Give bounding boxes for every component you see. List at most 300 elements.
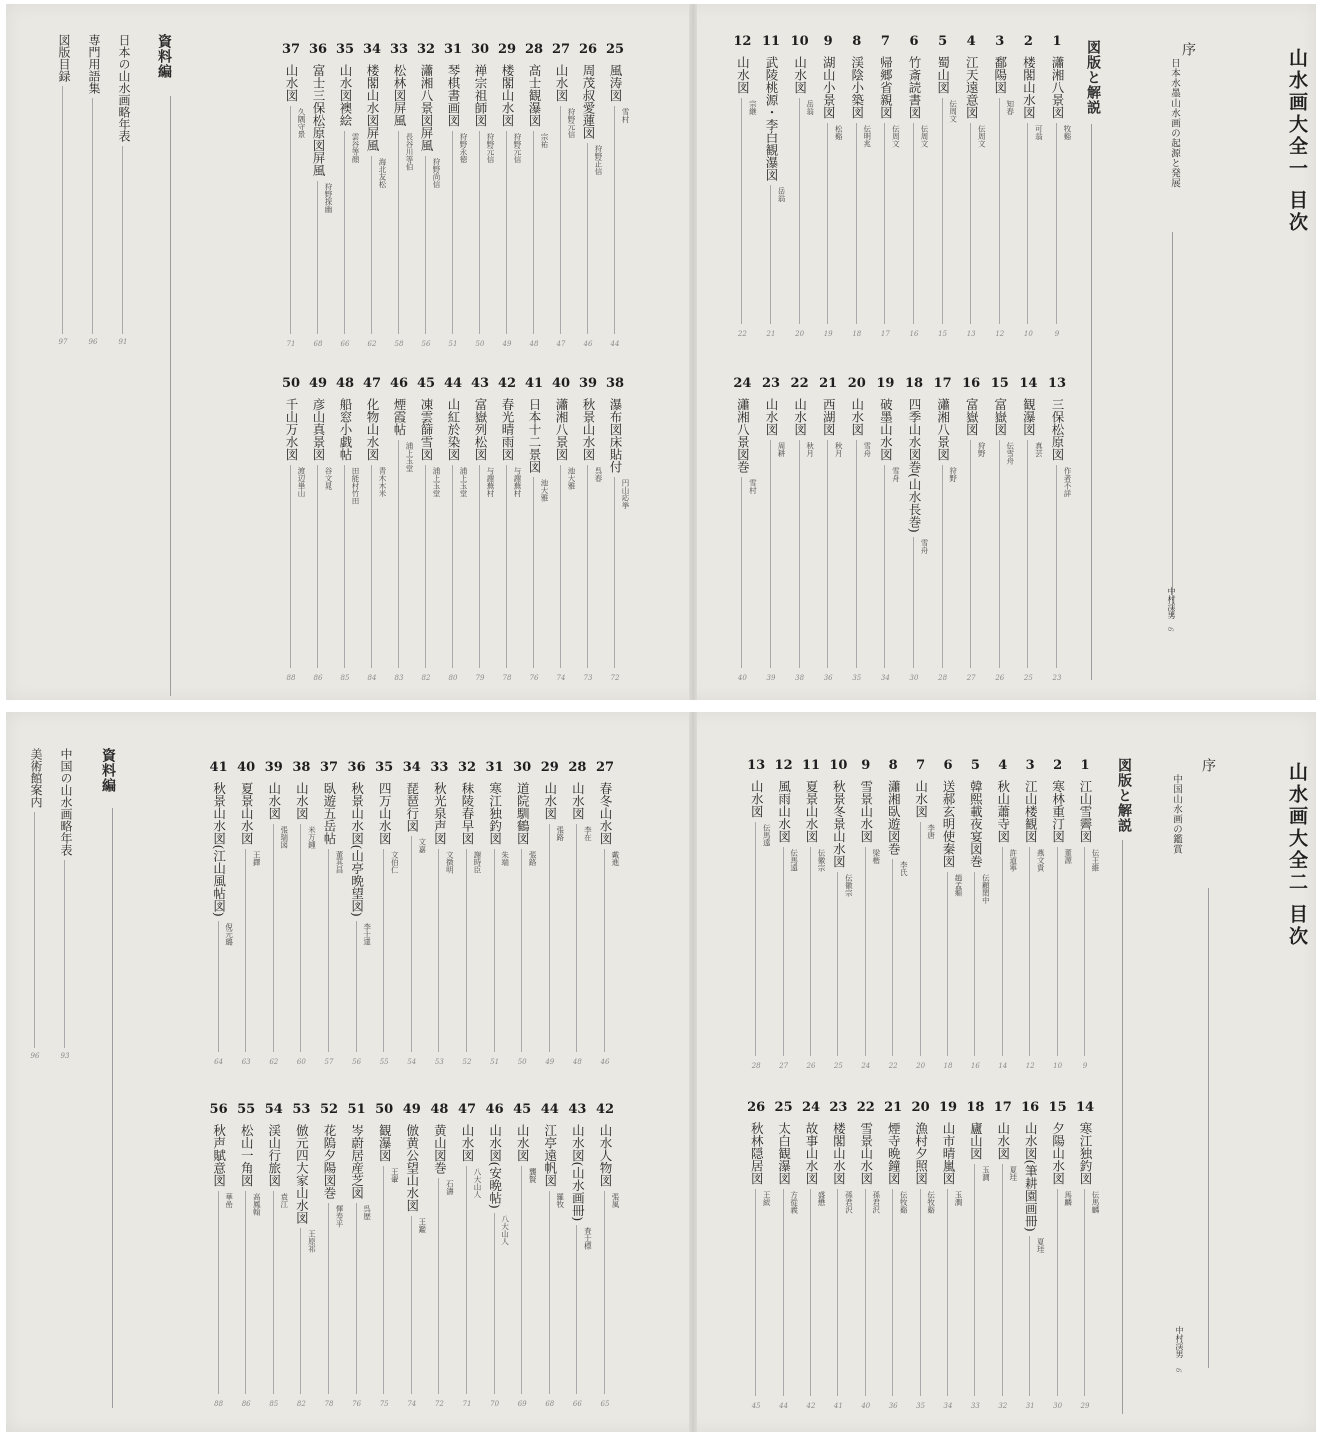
plate-entry-45 <box>509 1102 538 1414</box>
plate-page: 23 <box>1052 674 1062 682</box>
plate-entry-42 <box>494 376 520 688</box>
plate-page: 10 <box>1023 330 1033 338</box>
plate-entry-55 <box>233 1102 262 1414</box>
plate-entry-46 <box>482 1102 508 1414</box>
leader-line <box>947 1189 948 1397</box>
plate-number: 39 <box>264 760 283 775</box>
plate-page: 86 <box>241 1400 251 1408</box>
plate-number: 24 <box>801 1100 821 1115</box>
plate-number: 17 <box>993 1100 1012 1115</box>
plate-artist: 雪村 <box>748 479 758 494</box>
plate-entry-13 <box>743 758 772 1076</box>
plate-number: 29 <box>497 42 517 57</box>
plate-entry-27 <box>548 42 574 354</box>
plate-entry-26 <box>743 1100 772 1416</box>
plate-title: 秋光泉声図 <box>432 782 448 845</box>
leader-line <box>218 1191 219 1395</box>
plate-number: 46 <box>389 376 409 391</box>
plate-artist: 渡辺崋山 <box>297 466 306 497</box>
plate-entry-47 <box>359 376 385 688</box>
plate-number: 54 <box>264 1102 283 1117</box>
plate-number: 1 <box>1052 34 1062 49</box>
plate-page: 26 <box>995 674 1005 682</box>
plate-entry-1 <box>1044 34 1070 344</box>
plate-entry-45 <box>413 376 439 688</box>
plate-title: 秋景山水図(山亭晩望図) <box>349 782 365 917</box>
appendix-entry <box>54 748 76 1066</box>
plate-page: 58 <box>394 340 404 348</box>
plate-artist: 董其昌 <box>335 850 344 873</box>
appendix-entry <box>24 748 46 1066</box>
appendix-title: 日本の山水画略年表 <box>117 34 131 142</box>
plate-entry-18 <box>901 376 927 688</box>
plate-artist: 浦上玉堂 <box>405 441 414 472</box>
plate-page: 47 <box>556 340 566 348</box>
plate-artist: 王鐸 <box>252 850 262 866</box>
plate-title: 蜀山図 <box>935 56 951 94</box>
plate-artist: 馬麟 <box>1063 1190 1073 1206</box>
plate-entry-19 <box>872 376 901 688</box>
plate-title: 瀟湘八景図 <box>1050 56 1065 119</box>
plate-number: 48 <box>430 1102 449 1117</box>
leader-line <box>856 123 857 325</box>
plate-number: 37 <box>281 42 301 57</box>
plate-entry-30 <box>509 760 538 1072</box>
leader-line <box>273 824 274 1053</box>
leader-line <box>770 440 771 669</box>
plate-title: 山水図 <box>284 64 299 102</box>
plate-page: 51 <box>448 340 458 348</box>
leader-line <box>1122 840 1123 1414</box>
plate-number: 3 <box>1025 758 1035 773</box>
plate-artist: 雪舟 <box>891 466 901 482</box>
leader-line <box>452 131 453 335</box>
plate-number: 22 <box>856 1100 875 1115</box>
plate-page: 72 <box>610 674 620 682</box>
leader-line <box>865 1189 866 1397</box>
leader-line <box>560 465 561 669</box>
plate-page: 51 <box>490 1058 500 1066</box>
leader-line <box>1084 1189 1085 1397</box>
plate-title: 春冬山水図 <box>598 782 613 845</box>
leader-line <box>533 131 534 335</box>
plate-artist: 伝周文 <box>948 99 958 122</box>
plate-number: 31 <box>485 760 504 775</box>
plate-page: 20 <box>916 1062 926 1070</box>
plate-number: 2 <box>1053 758 1063 773</box>
plate-number: 23 <box>761 376 781 391</box>
plate-title: 瀟湘八景図 <box>935 398 951 461</box>
plate-number: 34 <box>402 760 421 775</box>
plate-number: 32 <box>457 760 477 775</box>
leader-line <box>466 1166 467 1395</box>
plate-title: 富嶽図 <box>964 398 980 436</box>
plate-number: 44 <box>540 1102 559 1117</box>
plate-page: 48 <box>572 1058 582 1066</box>
plate-entry-16 <box>958 376 987 688</box>
plate-number: 4 <box>998 758 1008 773</box>
plate-artist: 伝顧閎中 <box>981 873 991 904</box>
leader-line <box>290 465 291 669</box>
plate-page: 50 <box>475 340 485 348</box>
plate-artist: 円山応挙 <box>621 479 630 509</box>
plate-title: 楼閣山水図 <box>500 64 515 127</box>
plate-number: 24 <box>733 376 752 391</box>
plate-page: 85 <box>269 1400 279 1408</box>
plate-number: 28 <box>568 760 587 775</box>
plate-artist: 与謝蕪村 <box>513 466 522 497</box>
plate-artist: 雪舟 <box>920 538 929 554</box>
plate-title: 山水図 <box>764 398 779 436</box>
leader-line <box>438 849 439 1053</box>
leader-line <box>614 106 615 335</box>
plate-number: 39 <box>578 376 598 391</box>
plate-number: 18 <box>966 1100 985 1115</box>
plate-page: 62 <box>367 340 377 348</box>
plate-entry-33 <box>426 760 455 1072</box>
plate-page: 72 <box>434 1400 444 1408</box>
plate-page: 19 <box>823 330 833 338</box>
leader-line <box>371 156 372 335</box>
plate-artist: 華嵒 <box>224 1192 234 1208</box>
plate-title: 観瀑図 <box>377 1124 393 1162</box>
plate-artist: 夏珪 <box>1008 1165 1018 1181</box>
leader-line <box>398 131 399 335</box>
plate-page: 28 <box>938 674 948 682</box>
leader-line <box>479 465 480 669</box>
plate-entry-9 <box>853 758 879 1076</box>
plate-number: 29 <box>540 760 559 775</box>
plate-page: 64 <box>214 1058 224 1066</box>
plate-number: 51 <box>347 1102 366 1117</box>
plate-artist: 盛懋 <box>817 1190 826 1206</box>
leader-line <box>1057 847 1058 1057</box>
leader-line <box>344 465 345 669</box>
plate-entry-41 <box>521 376 547 688</box>
plate-page: 38 <box>795 674 805 682</box>
leader-line <box>452 465 453 669</box>
plate-artist: 孫君沢 <box>844 1190 854 1213</box>
plate-entry-10 <box>787 34 813 344</box>
plate-page: 79 <box>475 674 485 682</box>
plate-artist: 雲谷等顔 <box>351 132 360 163</box>
plate-number: 3 <box>995 34 1005 49</box>
plate-artist: 倪元璐 <box>224 922 234 946</box>
plate-title: 夏景山水図 <box>239 782 255 845</box>
plate-title: 武陵桃源・李白観瀑図 <box>764 56 779 181</box>
leader-line <box>1027 123 1028 325</box>
plate-page: 16 <box>909 330 919 338</box>
plate-artist: 惲寿平 <box>335 1205 344 1228</box>
volume-1-preface <box>1166 42 1200 642</box>
plate-page: 53 <box>434 1058 444 1066</box>
plate-page: 74 <box>556 674 566 682</box>
plate-artist: 趙孟頫 <box>954 873 963 896</box>
plate-title: 秋景冬景山水図 <box>831 780 847 868</box>
plate-title: 山水図 <box>849 398 865 436</box>
leader-line <box>614 477 615 668</box>
plate-entry-8 <box>880 758 909 1076</box>
plate-artist: 王原祁 <box>307 1230 317 1253</box>
appendix-title: 美術館案内 <box>29 748 43 808</box>
plate-artist: 狩野 <box>977 441 987 457</box>
leader-line <box>521 849 522 1053</box>
plate-artist: 燕文貴 <box>1036 848 1046 871</box>
plate-artist: 長谷川等伯 <box>405 132 414 170</box>
plate-title: 倣元四大家山水図 <box>294 1124 310 1224</box>
plate-entry-23 <box>758 376 784 688</box>
plate-title: 山市晴嵐図 <box>941 1122 956 1185</box>
plate-entry-14 <box>1015 376 1044 688</box>
plate-number: 18 <box>904 376 924 391</box>
plate-artist: 海北友松 <box>378 157 387 188</box>
plate-artist: 石濤 <box>445 1180 455 1195</box>
plate-artist: 袁江 <box>279 1192 289 1208</box>
plate-number: 33 <box>389 42 409 57</box>
leader-line <box>218 921 219 1052</box>
plate-title: 山水図(安晩帖) <box>487 1124 503 1209</box>
plate-artist: 呉歴 <box>362 1205 372 1220</box>
plate-number: 6 <box>909 34 919 49</box>
plate-page: 73 <box>583 674 593 682</box>
plate-number: 50 <box>375 1102 394 1117</box>
plate-title: 江天遠意図 <box>964 56 980 119</box>
leader-line <box>755 822 756 1057</box>
appendix-page: 91 <box>118 338 128 346</box>
plate-entry-44 <box>537 1102 563 1414</box>
leader-line <box>974 1164 975 1397</box>
plate-entry-2 <box>1015 34 1044 344</box>
plate-title: 秋林隠居図 <box>749 1122 765 1185</box>
plate-artist: 伝徽宗 <box>844 873 854 896</box>
plate-title: 寒江独釣図 <box>1078 1122 1093 1185</box>
plate-title: 彦山真景図 <box>311 398 326 461</box>
plate-artist: 伝周文 <box>920 124 929 147</box>
plate-artist: 高鳳翰 <box>252 1192 262 1215</box>
volume-1-section-appendix: 資料編 <box>156 34 172 79</box>
plate-number: 27 <box>595 760 615 775</box>
plate-entry-11 <box>758 34 784 344</box>
appendix-page: 93 <box>60 1052 70 1060</box>
plate-artist: 宗祐 <box>540 132 549 148</box>
plate-artist: 王鑑 <box>417 1217 427 1233</box>
plate-page: 46 <box>600 1058 610 1066</box>
leader-line <box>810 1189 811 1397</box>
plate-entry-39 <box>575 376 601 688</box>
plate-number: 46 <box>485 1102 504 1117</box>
leader-line <box>1056 123 1057 325</box>
plate-entry-26 <box>575 42 601 354</box>
plate-entry-25 <box>602 42 628 354</box>
plate-entry-53 <box>288 1102 317 1414</box>
leader-line <box>799 98 800 325</box>
plate-title: 倣黄公望山水図 <box>404 1124 420 1212</box>
plate-artist: 李在 <box>583 825 593 841</box>
plate-page: 74 <box>407 1400 417 1408</box>
plate-page: 56 <box>352 1058 362 1066</box>
leader-line <box>837 872 838 1057</box>
plate-page: 35 <box>916 1402 926 1410</box>
plate-entry-50 <box>278 376 304 688</box>
plate-entry-27 <box>592 760 618 1072</box>
plate-page: 49 <box>545 1058 555 1066</box>
leader-line <box>383 1166 384 1395</box>
plate-title: 江山楼観図 <box>1023 780 1039 843</box>
leader-line <box>741 98 742 325</box>
plate-page: 66 <box>572 1400 582 1408</box>
plate-artist: 浦上玉堂 <box>459 466 468 497</box>
plate-title: 瀑布図床貼付 <box>608 398 623 473</box>
plate-entry-4 <box>990 758 1016 1076</box>
plate-number: 26 <box>578 42 598 57</box>
leader-line <box>892 1189 893 1397</box>
leader-line <box>587 465 588 669</box>
plate-page: 14 <box>998 1062 1008 1070</box>
leader-line <box>884 465 885 669</box>
plate-artist: 文伯仁 <box>390 850 400 873</box>
leader-line <box>999 98 1000 325</box>
plate-entry-42 <box>592 1102 618 1414</box>
plate-number: 43 <box>470 376 490 391</box>
plate-page: 16 <box>970 1062 980 1070</box>
plate-page: 31 <box>1025 1402 1035 1410</box>
plate-title: 風涛図 <box>608 64 623 102</box>
plate-title: 破墨山水図 <box>878 398 894 461</box>
plate-artist: 池大雅 <box>567 466 576 489</box>
leader-line <box>328 1203 329 1394</box>
plate-number: 55 <box>237 1102 256 1117</box>
volume-1-title: 山水画大全一 目次 <box>1286 48 1308 234</box>
plate-number: 36 <box>347 760 366 775</box>
plate-entry-21 <box>815 376 844 688</box>
plate-artist: 与謝蕪村 <box>486 466 495 497</box>
plate-page: 40 <box>737 674 747 682</box>
plate-number: 14 <box>1019 376 1038 391</box>
leader-line <box>587 143 588 334</box>
plate-title: 西湖図 <box>821 398 837 436</box>
plate-title: 廬山図 <box>968 1122 984 1160</box>
plate-title: 春光晴雨図 <box>500 398 515 461</box>
plate-title: 山水図 <box>460 1124 475 1162</box>
plate-entry-11 <box>798 758 824 1076</box>
plate-entry-5 <box>962 758 991 1076</box>
plate-artist: 王翬 <box>390 1167 400 1183</box>
plate-title: 千山万水図 <box>284 398 299 461</box>
plate-page: 50 <box>517 1058 527 1066</box>
plate-number: 10 <box>790 34 809 49</box>
plate-page: 66 <box>340 340 350 348</box>
leader-line <box>1002 847 1003 1057</box>
plate-number: 5 <box>938 34 948 49</box>
plate-page: 22 <box>737 330 747 338</box>
plate-page: 18 <box>852 330 862 338</box>
leader-line <box>317 465 318 669</box>
leader-line <box>604 1191 605 1395</box>
plate-page: 36 <box>888 1402 898 1410</box>
plate-title: 観瀑図 <box>1021 398 1037 436</box>
leader-line <box>533 477 534 668</box>
plate-page: 86 <box>313 674 323 682</box>
plate-entry-5 <box>930 34 956 344</box>
plate-title: 雪景山水図 <box>858 780 874 843</box>
appendix-page: 97 <box>58 338 68 346</box>
plate-title: 黄山図巻 <box>432 1124 448 1174</box>
plate-artist: 狩野尚信 <box>432 157 441 188</box>
plate-number: 20 <box>911 1100 930 1115</box>
plate-page: 52 <box>462 1058 472 1066</box>
leader-line <box>438 1178 439 1394</box>
volume-2-section-plates: 図版と解説 <box>1116 758 1132 833</box>
plate-number: 17 <box>933 376 952 391</box>
plate-title: 高士観瀑図 <box>527 64 542 127</box>
plate-page: 9 <box>1054 330 1060 338</box>
plate-page: 56 <box>421 340 431 348</box>
leader-line <box>371 465 372 669</box>
leader-line <box>799 440 800 669</box>
plate-page: 60 <box>296 1058 306 1066</box>
plate-entry-18 <box>962 1100 991 1416</box>
plate-title: 煙霞帖 <box>392 398 407 436</box>
plate-artist: 伝周文 <box>977 124 987 147</box>
plate-artist: 龔賢 <box>528 1167 538 1183</box>
appendix-title: 図版目録 <box>57 34 71 82</box>
leader-line <box>122 146 123 334</box>
plate-title: 秣陵春早図 <box>460 782 475 845</box>
plate-entry-3 <box>987 34 1013 344</box>
plate-entry-44 <box>440 376 466 688</box>
plate-title: 渓陰小築図 <box>849 56 865 119</box>
plate-number: 8 <box>888 758 898 773</box>
plate-entry-3 <box>1017 758 1046 1076</box>
leader-line <box>1091 124 1092 680</box>
plate-artist: 池大雅 <box>540 479 549 502</box>
plate-page: 15 <box>938 330 948 338</box>
plate-title: 雪景山水図 <box>858 1122 874 1185</box>
plate-page: 69 <box>517 1400 527 1408</box>
plate-entry-9 <box>815 34 844 344</box>
plate-number: 11 <box>761 34 781 49</box>
leader-line <box>425 156 426 335</box>
leader-line <box>521 1166 522 1395</box>
plate-artist: 謝時臣 <box>473 850 482 873</box>
plate-entry-36 <box>305 42 331 354</box>
plate-artist: 牧谿 <box>1063 124 1072 140</box>
plate-number: 36 <box>308 42 328 57</box>
plate-artist: 張風 <box>611 1192 620 1208</box>
plate-entry-30 <box>467 42 493 354</box>
plate-number: 31 <box>443 42 463 57</box>
plate-artist: 真芸 <box>1034 441 1044 457</box>
plate-number: 15 <box>1048 1100 1067 1115</box>
plate-artist: 朱端 <box>500 850 510 866</box>
plate-entry-17 <box>990 1100 1016 1416</box>
plate-number: 16 <box>962 376 981 391</box>
appendix-title: 中国の山水画略年表 <box>59 748 73 856</box>
plate-title: 風雨山水図 <box>776 780 792 843</box>
plate-entry-25 <box>771 1100 797 1416</box>
plate-number: 37 <box>319 760 339 775</box>
plate-artist: 李氏 <box>899 861 909 876</box>
plate-entry-29 <box>494 42 520 354</box>
plate-number: 35 <box>335 42 355 57</box>
plate-artist: 張路 <box>528 850 538 866</box>
leader-line <box>383 849 384 1053</box>
plate-page: 35 <box>852 674 862 682</box>
plate-page: 44 <box>610 340 620 348</box>
plate-entry-40 <box>548 376 574 688</box>
plate-page: 21 <box>766 330 776 338</box>
plate-artist: 伝明兆 <box>862 124 872 147</box>
